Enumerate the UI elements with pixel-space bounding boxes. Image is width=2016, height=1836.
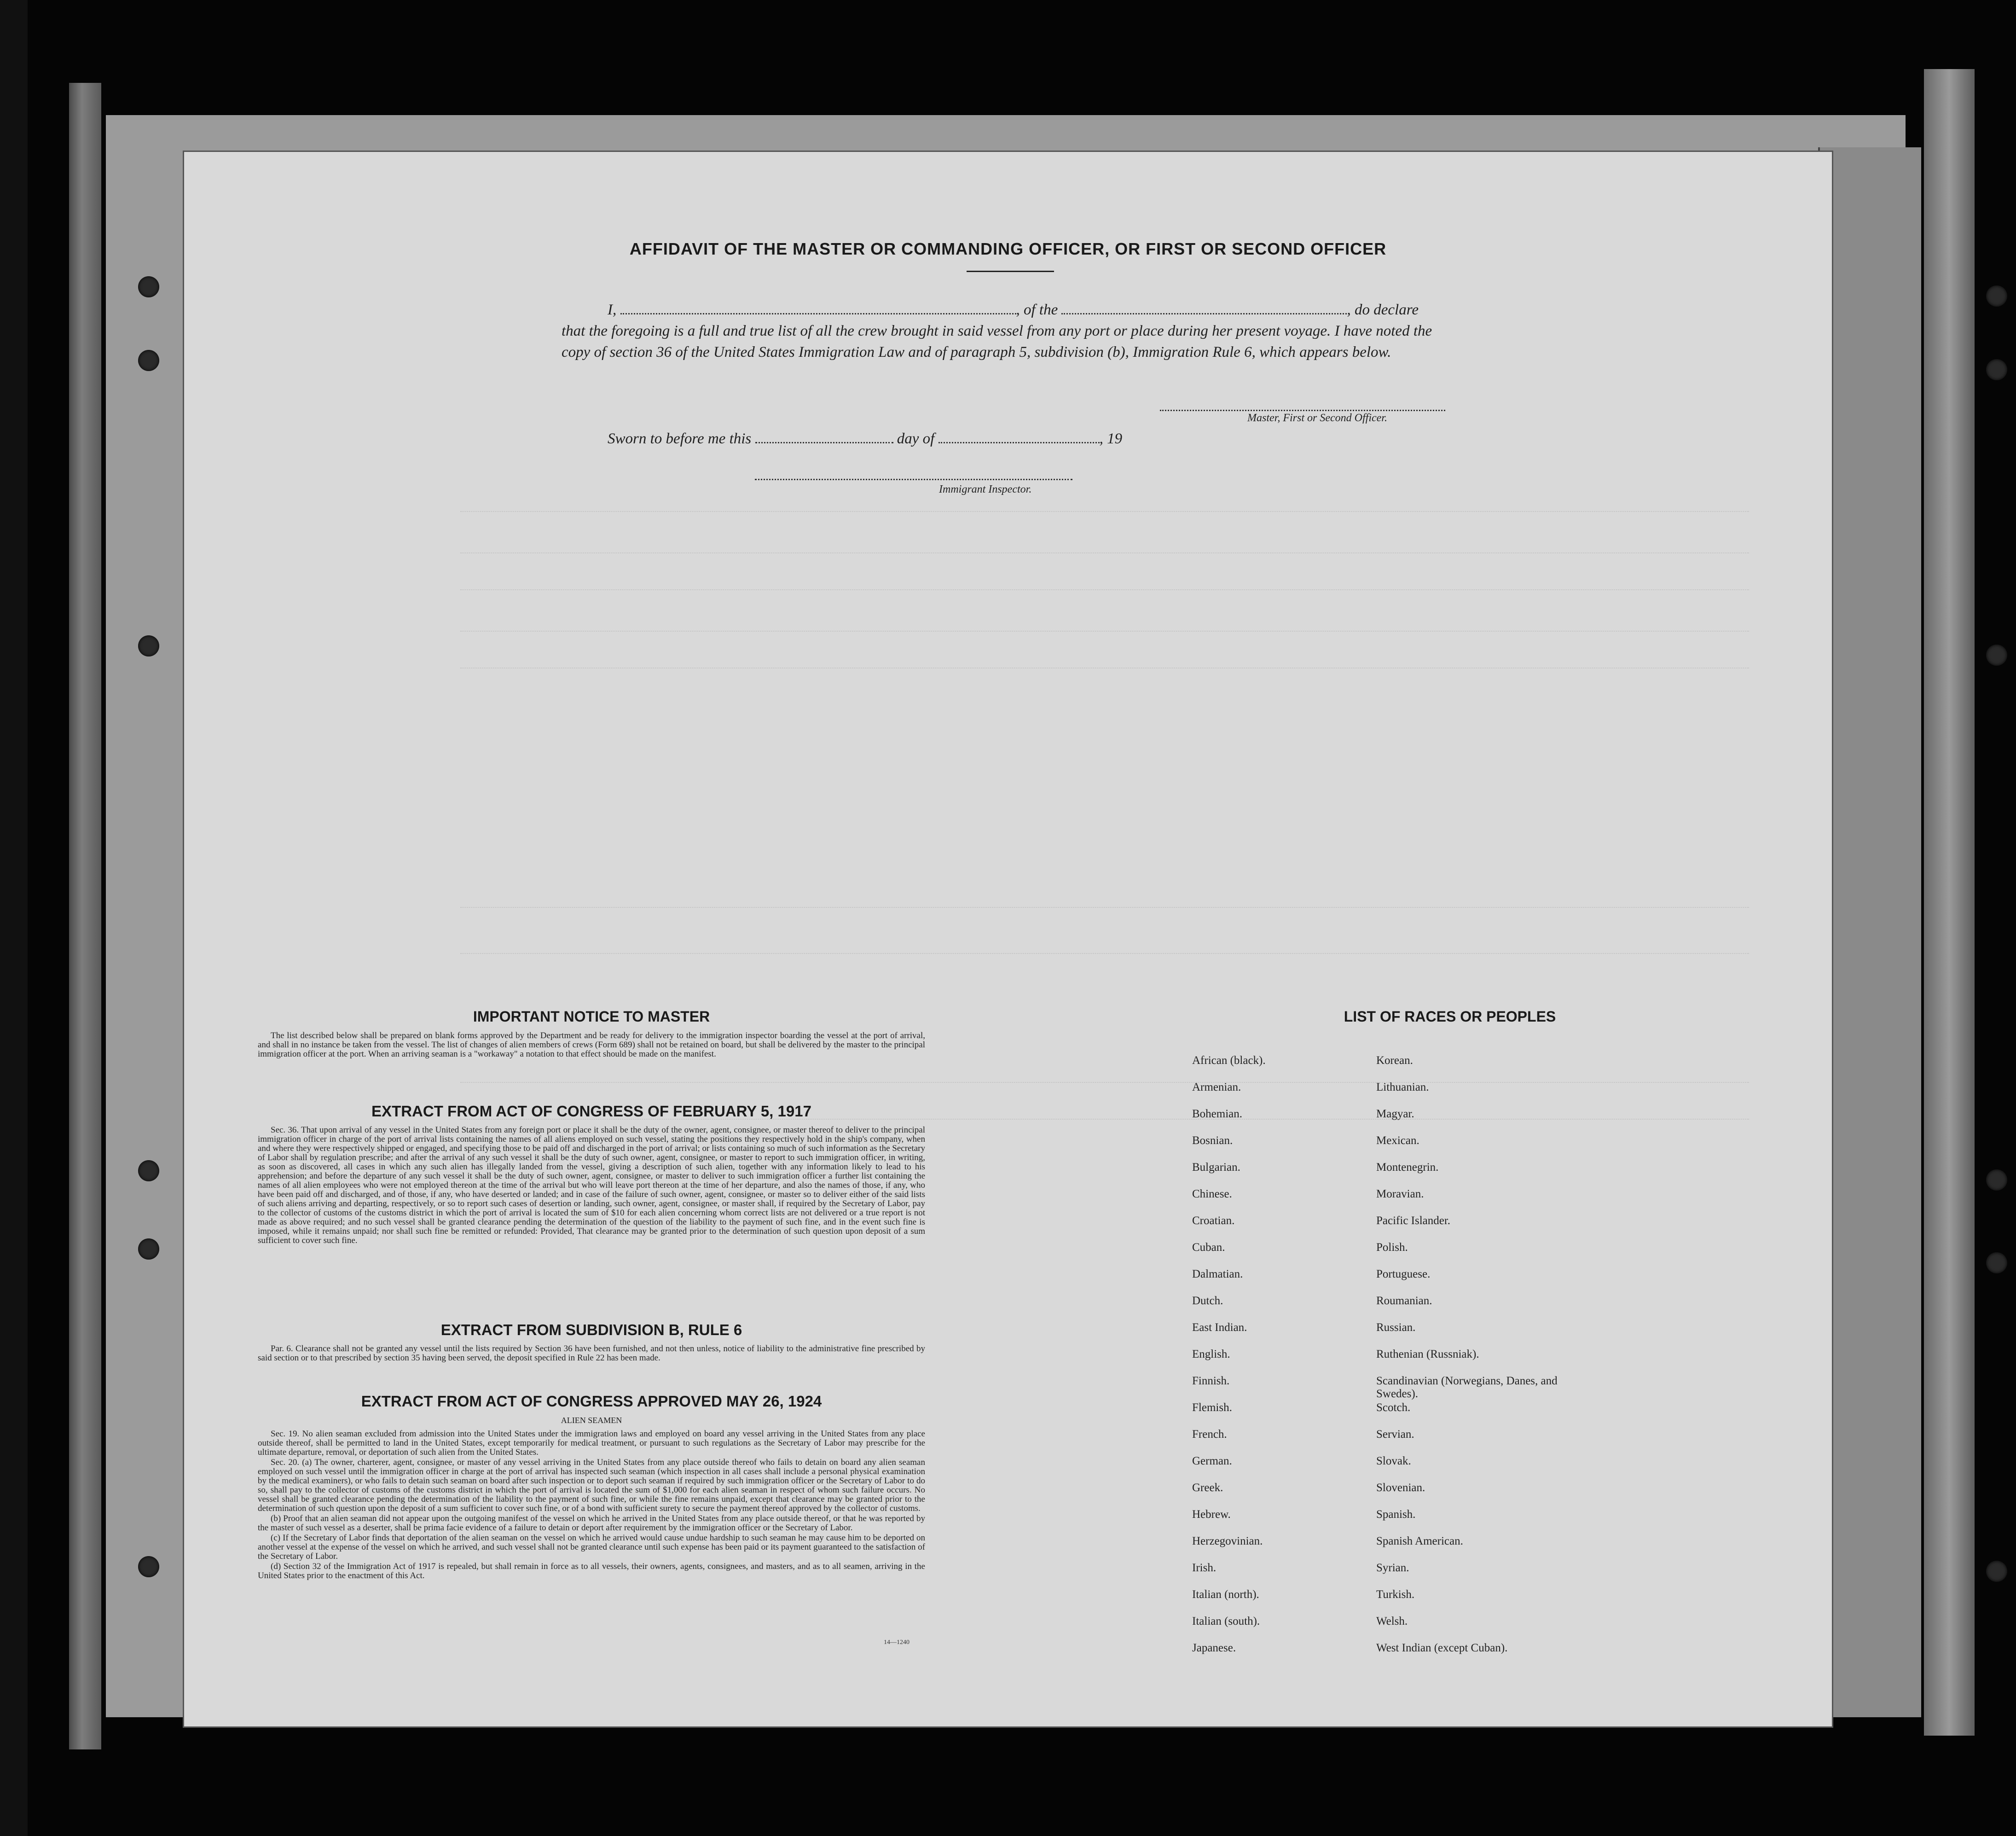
of-the-label: , of the	[1016, 302, 1058, 318]
name-blank[interactable]	[620, 313, 1016, 314]
race-item: Roumanian.	[1376, 1295, 1432, 1307]
month-blank[interactable]	[938, 442, 1100, 443]
race-item: Servian.	[1376, 1428, 1414, 1441]
binder-hole	[1986, 285, 2007, 307]
sworn-line	[608, 428, 1298, 449]
rule6-text	[258, 1344, 925, 1364]
race-item: East Indian.	[1192, 1321, 1247, 1334]
race-item: Armenian.	[1192, 1081, 1241, 1093]
signature-label: Master, First or Second Officer.	[1247, 412, 1387, 424]
affidavit-page	[184, 152, 1832, 1726]
race-item: Slovak.	[1376, 1455, 1411, 1467]
binder-hole	[138, 1160, 159, 1181]
sec-19-paragraph: Sec. 19. No alien seaman excluded from admission into the United States under the immigration laws and employed on board any vessel arriving in the United States from any place outside thereof, shall be permitted to land in the United States, except temporarily for medical treatment, or pursuant to such regulations as the Secretary of Labor may prescribe for the ultimate departure, removal, or deportation of such alien from the United States.	[258, 1429, 925, 1457]
extract-1924-text	[258, 1429, 925, 1581]
race-item: Irish.	[1192, 1562, 1217, 1574]
race-item: Bosnian.	[1192, 1134, 1233, 1147]
race-item: African (black).	[1192, 1054, 1266, 1067]
sec-20d-paragraph: (d) Section 32 of the Immigration Act of 1917 is repealed, but shall remain in force as to all vessels, their owners, agents, consignees, and masters, and as to all seamen, arriving in the United States prior to the enactment of this Act.	[258, 1562, 925, 1580]
race-item: Dalmatian.	[1192, 1268, 1243, 1280]
do-declare-label: , do declare	[1347, 302, 1419, 318]
binder-hole	[138, 1238, 159, 1260]
race-item: Bohemian.	[1192, 1108, 1243, 1120]
year-prefix: , 19	[1099, 430, 1123, 447]
race-item: Herzegovinian.	[1192, 1535, 1263, 1547]
rule6-title: EXTRACT FROM SUBDIVISION B, RULE 6	[440, 1321, 742, 1338]
binder-strip-left	[69, 83, 101, 1749]
race-item: Italian (south).	[1192, 1615, 1260, 1627]
day-of-label: day of	[897, 430, 935, 447]
extract-1917-title: EXTRACT FROM ACT OF CONGRESS OF FEBRUARY 5, 1917	[371, 1103, 811, 1120]
affidavit-title: AFFIDAVIT OF THE MASTER OR COMMANDING OFFICER, OR FIRST OR SECOND OFFICER	[629, 239, 1387, 258]
alien-seamen-subtitle: ALIEN SEAMEN	[561, 1416, 622, 1425]
binder-hole	[138, 276, 159, 297]
race-item: Chinese.	[1192, 1188, 1232, 1200]
race-item: Slovenian.	[1376, 1482, 1425, 1494]
race-item: Mexican.	[1376, 1134, 1419, 1147]
notice-paragraph: The list described below shall be prepared on blank forms approved by the Department and be ready for delivery to the immigration inspector boarding the vessel at the port of arrival, and shall in no instance be taken from the vessel. The list of changes of alien members of crews (Form 689) shall not be retained on board, but shall be delivered by the master to the principal immigration officer at the port. When an arriving seaman is a "workaway" a notation to that effect should be made on the manifest.	[258, 1031, 925, 1059]
race-item: Syrian.	[1376, 1562, 1409, 1574]
binder-hole	[138, 1556, 159, 1577]
bleed-through-text	[460, 612, 1749, 632]
race-item: Japanese.	[1192, 1642, 1236, 1654]
race-item: Finnish.	[1192, 1375, 1230, 1387]
race-item: Portuguese.	[1376, 1268, 1431, 1280]
day-blank[interactable]	[755, 442, 893, 443]
race-item: Korean.	[1376, 1054, 1413, 1067]
vessel-blank[interactable]	[1061, 313, 1347, 314]
title-rule	[967, 271, 1054, 272]
bleed-through-text	[460, 649, 1749, 668]
binder-strip-right	[1924, 69, 1975, 1736]
binder-hole	[1986, 1252, 2007, 1273]
bleed-through-text	[460, 493, 1749, 512]
inspector-label: Immigrant Inspector.	[939, 483, 1032, 495]
binder-hole	[1986, 645, 2007, 666]
race-item: Scandinavian (Norwegians, Danes, and Swedes).	[1376, 1375, 1558, 1400]
bleed-through-text	[460, 534, 1749, 553]
section-36-paragraph: Sec. 36. That upon arrival of any vessel in the United States from any foreign port or place it shall be the duty of the owner, agent, consignee, or master thereof to deliver to the principal immigration officer in charge of the port of arrival lists containing the names of all aliens employed on such vessel, stating the positions they respectively hold in the ship's company, when and where they were respectively shipped or engaged, and specifying those to be paid off and discharged in the port of arrival; or lists containing so much of such information as the Secretary of Labor shall by regulation prescribe; and after the arrival of any such vessel it shall be the duty of such owner, agent, consignee, or master to report to such immigration officer, in writing, as soon as discovered, all cases in which any such alien has illegally landed from the vessel, giving a description of such alien, together with any information likely to lead to his apprehension; and before the departure of any such vessel it shall be the duty of such owner, agent, consignee, or master to deliver to such immigration officer a further list containing the names of all alien employees who were not employed thereon at the time of the arrival but who will leave port thereon at the time of her departure, and also the names of those, if any, who have been paid off and discharged, and of those, if any, who have deserted or landed; and in case of the failure of such owner, agent, consignee, or master so to deliver either of the said lists of such aliens arriving and departing, respectively, or so to report such cases of desertion or landing, such owner, agent, consignee, or master shall, if required by the Secretary of Labor, pay to the collector of customs of the customs district in which the port of arrival is located the sum of $10 for each alien concerning whom correct lists are not delivered or a true report is not made as above required; and no such vessel shall be granted clearance pending the determination of the question of the liability to the payment of such fine, and in the event such fine is imposed, while it remains unpaid; nor shall such fine be remitted or refunded: Provided, That clearance may be granted prior to the determination of such question upon deposit of a sum sufficient to cover such fine.	[258, 1125, 925, 1245]
inspector-blank[interactable]	[755, 474, 1072, 480]
race-item: Cuban.	[1192, 1241, 1225, 1254]
races-title: LIST OF RACES OR PEOPLES	[1344, 1008, 1556, 1025]
notice-text	[258, 1031, 925, 1060]
race-item: Montenegrin.	[1376, 1161, 1439, 1174]
notice-title: IMPORTANT NOTICE TO MASTER	[473, 1008, 710, 1025]
extract-1917-text	[258, 1126, 925, 1246]
races-left-column	[1192, 1054, 1367, 1668]
race-item: Flemish.	[1192, 1401, 1232, 1414]
binder-hole	[138, 635, 159, 657]
races-right-column	[1376, 1054, 1570, 1668]
bleed-through-text	[460, 889, 1749, 908]
binder-hole	[1986, 359, 2007, 380]
race-item: Italian (north).	[1192, 1588, 1259, 1601]
rule6-paragraph: Par. 6. Clearance shall not be granted any vessel until the lists required by Section 36 have been furnished, and not then unless, notice of liability to the administrative fine prescribed by said section or to that prescribed by section 35 having been served, the deposit specified in Rule 22 has been made.	[258, 1344, 925, 1363]
race-item: Pacific Islander.	[1376, 1214, 1451, 1227]
race-item: Dutch.	[1192, 1295, 1223, 1307]
form-code: 14—1240	[884, 1639, 910, 1646]
extract-1924-title: EXTRACT FROM ACT OF CONGRESS APPROVED MAY 26, 1924	[361, 1393, 822, 1410]
race-item: German.	[1192, 1455, 1232, 1467]
bleed-through-text	[460, 571, 1749, 590]
signature-blank[interactable]	[1160, 405, 1445, 411]
race-item: Turkish.	[1376, 1588, 1415, 1601]
bleed-through-text	[460, 935, 1749, 954]
binder-hole	[1986, 1561, 2007, 1582]
race-item: Scotch.	[1376, 1401, 1411, 1414]
race-item: West Indian (except Cuban).	[1376, 1642, 1508, 1654]
race-item: Spanish American.	[1376, 1535, 1463, 1547]
race-item: Hebrew.	[1192, 1508, 1231, 1521]
binder-edge-left	[0, 0, 28, 1836]
race-item: English.	[1192, 1348, 1230, 1360]
race-item: Spanish.	[1376, 1508, 1416, 1521]
race-item: Ruthenian (Russniak).	[1376, 1348, 1479, 1360]
race-item: Moravian.	[1376, 1188, 1424, 1200]
race-item: French.	[1192, 1428, 1227, 1441]
race-item: Russian.	[1376, 1321, 1416, 1334]
sworn-label: Sworn to before me this	[608, 430, 752, 447]
binder-hole	[1986, 1169, 2007, 1191]
race-item: Magyar.	[1376, 1108, 1414, 1120]
race-item: Lithuanian.	[1376, 1081, 1429, 1093]
declaration-text: that the foregoing is a full and true list of all the crew brought in said vessel from any port or place during her present voyage. I have noted the copy of section 36 of the United States Immigration Law and of paragraph 5, subdivision (b), Immigration Rule 6, which appears below.	[562, 323, 1432, 360]
sec-20a-paragraph: Sec. 20. (a) The owner, charterer, agent, consignee, or master of any vessel arriving in the United States from any place outside thereof who fails to detain on board any alien seaman employed on such vessel until the immigration officer in charge at the port of arrival has inspected such seaman (which inspection in all cases shall include a personal physical examination by the medical examiners), or who fails to detain such seaman on board after such inspection or to deport such seaman if required by such immigration officer or the Secretary of Labor to do so, shall pay to the collector of customs of the customs district in which the port of arrival is located the sum of $1,000 for each alien seaman in respect of whom such failure occurs. No vessel shall be granted clearance pending the determination of the liability to the payment of such fine, or while the fine remains unpaid, except that clearance may be granted prior to the determination of such question upon the deposit of a sum sufficient to cover such fine, or of a bond with sufficient surety to secure the payment thereof approved by the collector of customs.	[258, 1458, 925, 1513]
race-item: Welsh.	[1376, 1615, 1408, 1627]
race-item: Bulgarian.	[1192, 1161, 1240, 1174]
sec-20c-paragraph: (c) If the Secretary of Labor finds that deportation of the alien seaman on the vessel on which he arrived would cause undue hardship to such seaman he may cause him to be deported on another vessel at the expense of the vessel on which he arrived, and such vessel shall not be granted clearance until such expense has been paid or its payment guaranteed to the satisfaction of the Secretary of Labor.	[258, 1533, 925, 1561]
declaration-line-1	[608, 299, 1666, 320]
race-item: Croatian.	[1192, 1214, 1235, 1227]
i-label: I,	[608, 302, 617, 318]
race-item: Greek.	[1192, 1482, 1223, 1494]
sec-20b-paragraph: (b) Proof that an alien seaman did not appear upon the outgoing manifest of the vessel on which he arrived in the United States from any place outside thereof, or that he was reported by the master of such vessel as a deserter, shall be prima facie evidence of a failure to detain or deport after requirement by the immigration officer or the Secretary of Labor.	[258, 1514, 925, 1533]
race-item: Polish.	[1376, 1241, 1408, 1254]
underlying-sheet-edge	[1818, 147, 1921, 1717]
binder-hole	[138, 350, 159, 371]
